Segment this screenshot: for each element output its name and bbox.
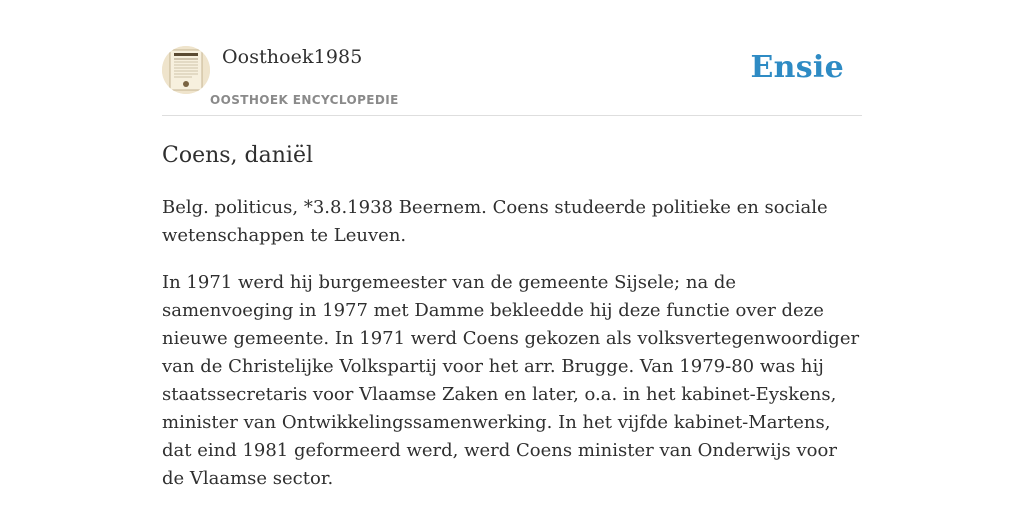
entry-paragraph: Belg. politicus, *3.8.1938 Beernem. Coens studeerde politieke en sociale wetenschappen te Leuven. <box>162 197 828 246</box>
entry-paragraph: In 1971 werd hij burgemeester van de gemeente Sijsele; na de samenvoeging in 1977 met Damme bekleedde hij deze functie over deze nieuwe gemeente. In 1971 werd Coens gekozen als volksvertegenwoordiger van de Christelijke Volkspartij voor het arr. Brugge. Van 1979-80 was hij staatssecretaris voor Vlaamse Zaken en later, o.a. in het kabinet-Eyskens, minister van Ontwikkelingssamenwerking. In het vijfde kabinet-Martens, dat eind 1981 geformeerd werd, werd Coens minister van Onderwijs voor de Vlaamse sector. <box>162 272 860 489</box>
author-name[interactable]: Oosthoek1985 <box>222 46 363 68</box>
entry-title: Coens, daniël <box>162 143 314 168</box>
encyclopedia-page-icon <box>162 46 210 94</box>
source-label[interactable]: OOSTHOEK ENCYCLOPEDIE <box>210 93 399 107</box>
author-avatar[interactable] <box>162 46 210 94</box>
ensie-logo[interactable]: Ensie <box>750 50 844 85</box>
entry-card <box>162 40 862 493</box>
entry-header <box>162 40 862 116</box>
